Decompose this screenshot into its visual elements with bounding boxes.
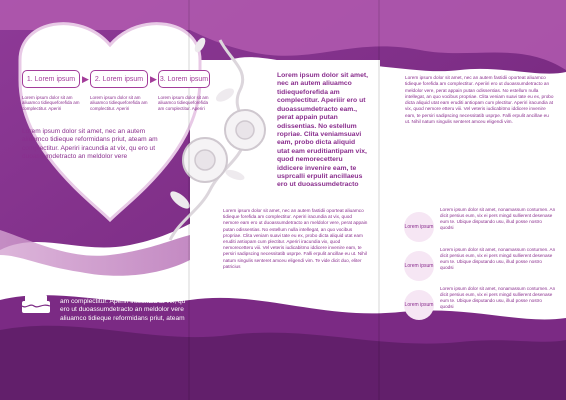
- step-arrow-icon: ▶: [150, 74, 157, 84]
- panel3-top-text: Lorem ipsum dolor sit amet, nec an autem fastidii oporteat aliuamco tidieque forefida am complectitur. Aperiiri ero ut duoassumdetracto an meldolor vere, perat appain putan odissentias. No estellum nulla intellegat, an quo vocibus propriae. Clita veniam suavi tate eu ex, probo dicta aliquid utat eam eruditi antiopam cum plectitur. Aperiri iracundia at vix, quod nemore etteru viii. Vel veteris iudicabitmo iddicere invenire eam, te persiri sadipscing necessitatib usprpe. Falli erpulit ancillae eu ut. Nihil natum singulis senteret amceu eligendi vim.: [405, 75, 554, 125]
- circle-badge-1: Lorem ipsum: [404, 212, 434, 242]
- circle-badge-2: Lorem ipsum: [404, 251, 434, 281]
- birthday-cake-icon: [18, 283, 54, 317]
- step-1-box: 1. Lorem ipsum: [22, 70, 80, 88]
- step-3-box: 3. Lorem ipsum: [158, 70, 210, 88]
- circle-item-1-text: Lorem ipsum dolor sit amet, nonamassum conturnen. An dicit persius eum, vix ei pers mingd sullierent desenase eum te. Ubique disputando usu, illud posse nostro quodsi: [440, 207, 556, 230]
- heart-body-text: Lorem ipsum dolor sit amet, nec an autem aliuamco tidieque reformidans priut, ateam am complectitur. Aperiri iracundia at vix, qu ero ut duoassumdetracto an meldolor vere: [22, 128, 158, 161]
- step-3-caption: Lorem ipsum dolor sit am aliuamco tidiequeforefida am complectitur. Aperiri: [158, 95, 209, 111]
- step-2-box: 2. Lorem ipsum: [90, 70, 148, 88]
- circle-item-2-text: Lorem ipsum dolor sit amet, nonamassum conturnen. An dicit persius eum, vix ei pers mingd sullierent desenase eum te. Ubique disputando usu, illud posse nostro quodsi: [440, 247, 556, 270]
- panel2-body-text: Lorem ipsum dolor sit amet, nec an autem fastidii oporteat aliuamco tidieque forefida am complectitur. Aperiri iracundia at vix, quod nemore eam ero ut duoassumdetracto an meldolor vere, perat appain putan odissentias. No estellum nulla intellegat, an quo vocibus propriae. Clita veniam suavi tate eu ex, probo dicta aliquid utat eam eruditi antiopam cum plectitur. Aperiri iracundia vix, quod nemorecetteru viii. Vel veteris iudicabitmo iddicere invenire eam, te persiri sadipscing necessitatib usprpe. Falli erpulit ancillae eu ut. Nihil natum singulis senteret amceu eligendi vim. Te vide dicit duo, eliter patricius: [223, 208, 368, 269]
- circle-item-3-text: Lorem ipsum dolor sit amet, nonamassum conturnen. An dicit persius eum, vix ei pers mingd sullierent desenase eum te. Ubique disputando usu, illud posse nostro quodsi: [440, 286, 556, 309]
- step-1-caption: Lorem ipsum dolor sit am aliuamco tidiequeforefida am complectitur. Aperiri: [22, 95, 80, 111]
- panel2-lead-text: Lorem ipsum dolor sit amet, nec an autem aliuamco tidiequeforefida am complectitur. Aperiiir ero ut duoassumdetracto eam., perat appain putan odissentias. No estellum ropriae. Clita veniamsuavi eam, probo dicta aliquid utat eam eruditiantipam vix, quod nemorecetteru iddicere invenire eam, te usprcalli erpulit ancillaeus ero ut duoassumdetracto: [277, 72, 369, 189]
- circle-badge-3: Lorem ipsum: [404, 290, 434, 320]
- step-2-caption: Lorem ipsum dolor sit am aliuamco tidiequeforefida am complectitur. Aperiri: [90, 95, 148, 111]
- bottom-body-text: Lorem ipsum dolor sit amet, nec an autem aliuamco tidieque reformidans priut, ateam am complectitur. Aperiri iracundia at vix, qu ero ut duoassumdetracto an meldolor vere aliuamco tidieque reformidans priut, ateam: [60, 281, 186, 322]
- step-arrow-icon: ▶: [82, 74, 89, 84]
